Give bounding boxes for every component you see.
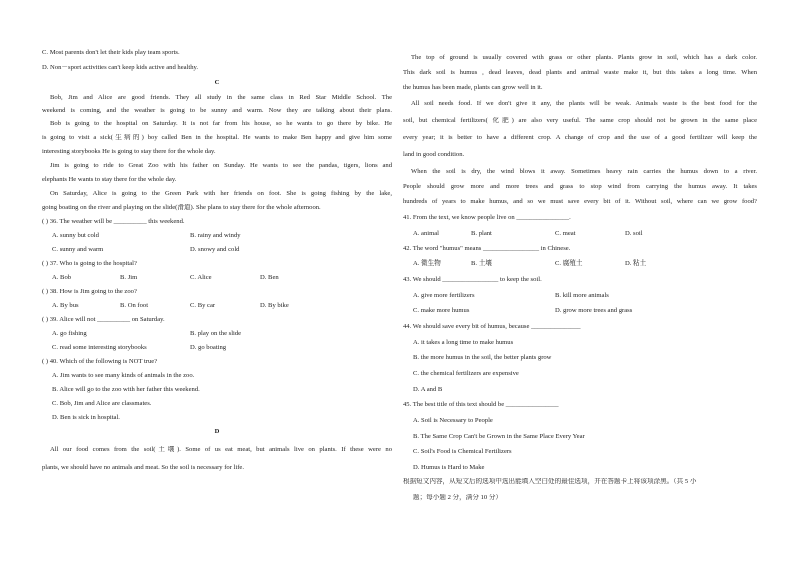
option-c: C. sunny and warm [52, 246, 104, 253]
option-c: C. 腐殖土 [555, 260, 583, 267]
question-45: 45. The best title of this text should be ________________ [403, 401, 559, 408]
option-b: B. play on the slide [190, 330, 242, 337]
question-41: 41. From the text, we know people live on ________________. [403, 214, 571, 221]
option-d: D. grow more trees and grass [555, 307, 633, 314]
question-40: ( ) 40. Which of the following is NOT true? [42, 358, 158, 365]
passage-line: The top of ground is usually covered with grass or other plants. Plants grow in soil, which has a dark color. [411, 54, 757, 61]
option-d: D. By bike [260, 302, 289, 309]
option-a: A. Bob [52, 274, 72, 281]
option-b: B. The Same Crop Can't be Grown in the Same Place Every Year [413, 433, 585, 440]
option-a: A. 微生物 [413, 260, 441, 267]
option-c: C. read some interesting storybooks [52, 344, 147, 351]
passage-line: plants, we should have no animals and meat. So the soil is necessary for life. [42, 464, 244, 471]
option-line: C. Most parents don't let their kids play team sports. [42, 49, 180, 56]
passage-line: People should grow more and more trees and grass to stop wind from carrying the humus away. It takes [403, 183, 757, 190]
option-a: A. animal [413, 230, 440, 237]
question-44: 44. We should save every bit of humus, because _______________ [403, 323, 581, 330]
section-heading-c: C [214, 79, 220, 86]
option-b: B. the more humus in the soil, the better plants grow [413, 354, 552, 361]
passage-line: On Saturday, Alice is going to the Green Park with her friends on foot. She is going fishing by the lake, [50, 190, 392, 197]
option-c: C. Soil's Food is Chemical Fertilizers [413, 448, 512, 455]
passage-line: soil, but chemical fertilizers( 化肥) are also very useful. The same crop should not be grown in the same place [403, 117, 757, 124]
question-36: ( ) 36. The weather will be __________ this weekend. [42, 218, 185, 225]
option-b: B. Jim [120, 274, 138, 281]
passage-line: interesting storybooks He is going to stay there for the whole day. [42, 148, 216, 155]
option-a: A. give more fertilizers [413, 292, 475, 299]
question-42: 42. The word "humus" means _________________ in Chinese. [403, 245, 571, 252]
option-d: D. Ben [260, 274, 279, 281]
option-b: B. kill more animals [555, 292, 609, 299]
instruction-line: 题；每小题 2 分，满分 10 分） [413, 494, 503, 501]
option-b: B. On foot [120, 302, 149, 309]
option-c: C. By car [190, 302, 216, 309]
question-39: ( ) 39. Alice will not __________ on Saturday. [42, 316, 165, 323]
option-d: D. A and B [413, 386, 443, 393]
passage-line: the humus has been made, plants can grow well in it. [403, 84, 543, 91]
option-a: A. Soil is Necessary to People [413, 417, 493, 424]
passage-line: weekend is coming, and the weather is going to be sunny and warm. Now they are talking about their plans. [42, 107, 392, 114]
section-heading-d: D [214, 428, 220, 435]
option-a: A. go fishing [52, 330, 87, 337]
option-a: A. sunny but cold [52, 232, 99, 239]
passage-line: All soil needs food. If we don't give it any, the plants will be weak. Animals waste is the best food for the [411, 100, 757, 107]
passage-line: going boating on the river and playing on the slide(滑道). She plans to stay there for the whole afternoon. [42, 204, 321, 211]
option-c: C. Bob, Jim and Alice are classmates. [52, 400, 152, 407]
passage-line: land in good condition. [403, 151, 465, 158]
option-line: D. Non－sport activities can't keep kids active and healthy. [42, 64, 199, 71]
option-d: D. go boating [190, 344, 227, 351]
option-d: D. soil [625, 230, 643, 237]
option-b: B. plant [471, 230, 492, 237]
passage-line: All our food comes from the soil(土壤). Some of us eat meat, but animals live on plants. If these were no [50, 446, 392, 453]
passage-line: Bob, Jim and Alice are good friends. They all study in the same class in Red Star Middle School. The [50, 94, 392, 101]
question-37: ( ) 37. Who is going to the hospital? [42, 260, 137, 267]
passage-line: This dark soil is humus , dead leaves, dead plants and animal waste make it, but this takes a long time. When [403, 69, 757, 76]
passage-line: elephants He wants to stay there for the whole day. [42, 176, 177, 183]
question-38: ( ) 38. How is Jim going to the zoo? [42, 288, 137, 295]
option-c: C. Alice [190, 274, 212, 281]
option-d: D. snowy and cold [190, 246, 240, 253]
option-d: D. 粘土 [625, 260, 647, 267]
option-a: A. Jim wants to see many kinds of animals in the zoo. [52, 372, 195, 379]
option-a: A. it takes a long time to make humus [413, 339, 514, 346]
passage-line: Bob is going to the hospital on Saturday. It is not far from his house, so he wants to go there by bike. He [50, 120, 392, 127]
passage-line: every year; it is better to have a different crop. A change of crop and the use of a good fertilizer will keep the [403, 134, 757, 141]
question-43: 43. We should _________________ to keep the soil. [403, 276, 542, 283]
option-c: C. the chemical fertilizers are expensive [413, 370, 519, 377]
passage-line: Jim is going to ride to Great Zoo with his father on Sunday. He wants to see the pandas, tigers, lions and [50, 162, 392, 169]
option-c: C. make more humus [413, 307, 470, 314]
passage-line: is going to visit a sick(生病的) boy called Ben in the hospital. He wants to make Ben happy and give him some [42, 134, 392, 141]
option-b: B. rainy and windy [190, 232, 241, 239]
passage-line: hundreds of years to make humus, and so we must save every bit of it. Without soil, where can we grow food? [403, 198, 757, 205]
option-c: C. meat [555, 230, 576, 237]
option-b: B. 土壤 [471, 260, 492, 267]
instruction-line: 根据短文内容，从短文后的选项中选出能填入空白处的最佳选项，并在答题卡上将该项涂黑。（共 5 小 [403, 478, 697, 485]
option-d: D. Humus is Hard to Make [413, 464, 485, 471]
option-d: D. Ben is sick in hospital. [52, 414, 120, 421]
option-b: B. Alice will go to the zoo with her father this weekend. [52, 386, 200, 393]
option-a: A. By bus [52, 302, 79, 309]
passage-line: When the soil is dry, the wind blows it away. Sometimes heavy rain carries the humus down to a river. [411, 168, 757, 175]
